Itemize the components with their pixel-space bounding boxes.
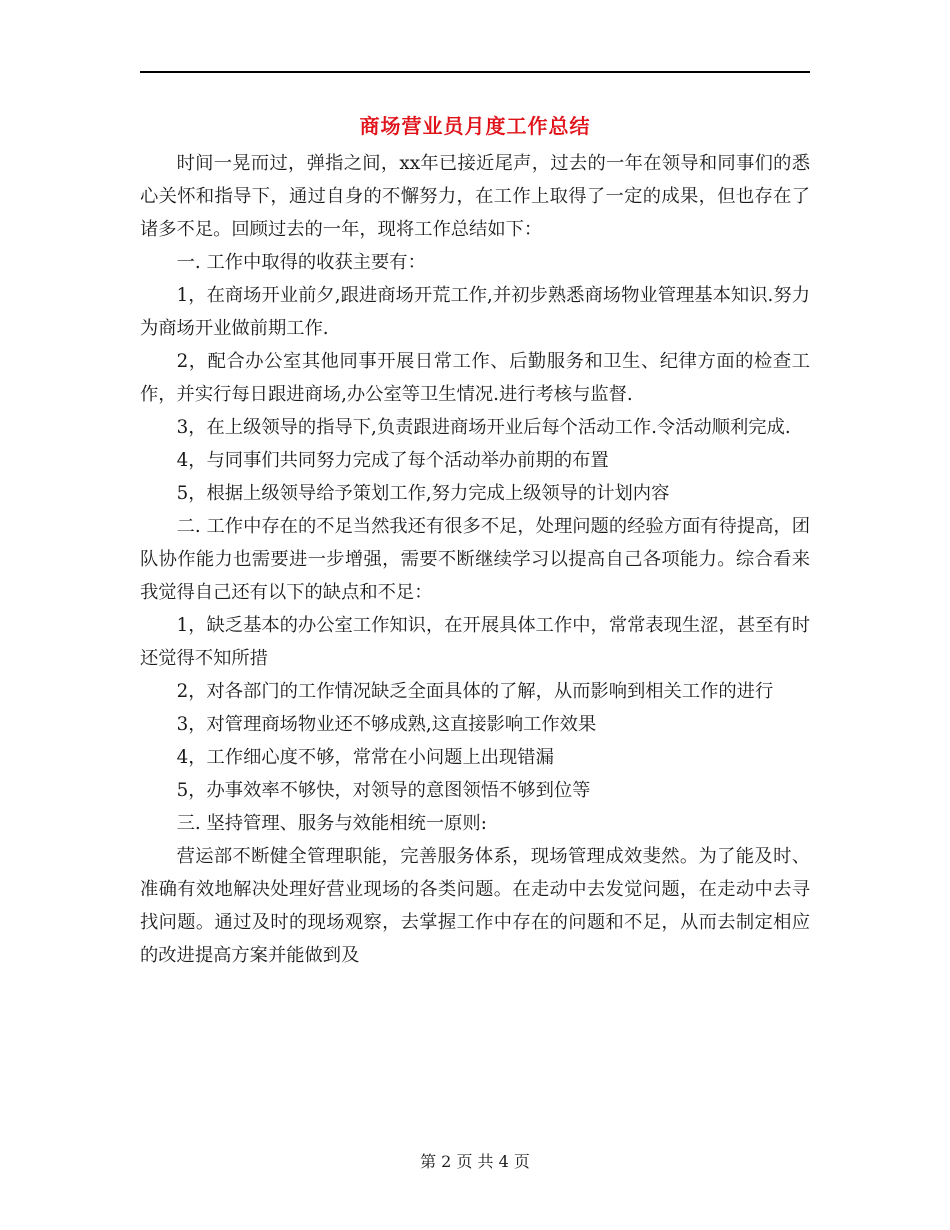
list-item: 4，工作细心度不够，常常在小问题上出现错漏 xyxy=(176,747,554,768)
page-footer: 第 2 页 共 4 页 xyxy=(420,1152,530,1171)
body-paragraph: 营运部不断健全管理职能，完善服务体系，现场管理成效斐然。为了能及时、准确有效地解决处理好营业现场的各类问题。在走动中去发觉问题，在走动中去寻找问题。通过及时的现场观察，去掌握工作中存在的问题和不足，从而去制定相应的改进提高方案并能做到及 xyxy=(140,846,810,966)
list-item: 1，在商场开业前夕,跟进商场开荒工作,并初步熟悉商场物业管理基本知识.努力为商场开业做前期工作. xyxy=(140,285,810,339)
section-heading-principles: 三. 坚持管理、服务与效能相统一原则: xyxy=(176,813,487,834)
list-item: 5，根据上级领导给予策划工作,努力完成上级领导的计划内容 xyxy=(176,483,670,504)
list-item: 4，与同事们共同努力完成了每个活动举办前期的布置 xyxy=(176,450,609,471)
document-body xyxy=(140,147,810,972)
list-item: 1，缺乏基本的办公室工作知识，在开展具体工作中，常常表现生涩，甚至有时还觉得不知所措 xyxy=(140,615,810,669)
document-title: 商场营业员月度工作总结 xyxy=(359,114,591,138)
intro-paragraph: 时间一晃而过，弹指之间，xx年已接近尾声，过去的一年在领导和同事们的悉心关怀和指导下，通过自身的不懈努力，在工作上取得了一定的成果，但也存在了诸多不足。回顾过去的一年，现将工作总结如下： xyxy=(140,153,810,240)
header-rule xyxy=(140,71,810,73)
list-item: 5，办事效率不够快，对领导的意图领悟不够到位等 xyxy=(176,780,591,801)
list-item: 2，对各部门的工作情况缺乏全面具体的了解，从而影响到相关工作的进行 xyxy=(176,681,774,702)
section-heading-shortcomings: 二. 工作中存在的不足当然我还有很多不足，处理问题的经验方面有待提高，团队协作能力也需要进一步增强，需要不断继续学习以提高自己各项能力。综合看来我觉得自己还有以下的缺点和不足： xyxy=(140,516,810,603)
list-item: 2，配合办公室其他同事开展日常工作、后勤服务和卫生、纪律方面的检查工作，并实行每日跟进商场,办公室等卫生情况.进行考核与监督. xyxy=(140,351,810,405)
list-item: 3，对管理商场物业还不够成熟,这直接影响工作效果 xyxy=(176,714,597,735)
list-item: 3，在上级领导的指导下,负责跟进商场开业后每个活动工作.令活动顺利完成. xyxy=(176,417,791,438)
section-heading-achievements: 一. 工作中取得的收获主要有： xyxy=(176,252,426,273)
